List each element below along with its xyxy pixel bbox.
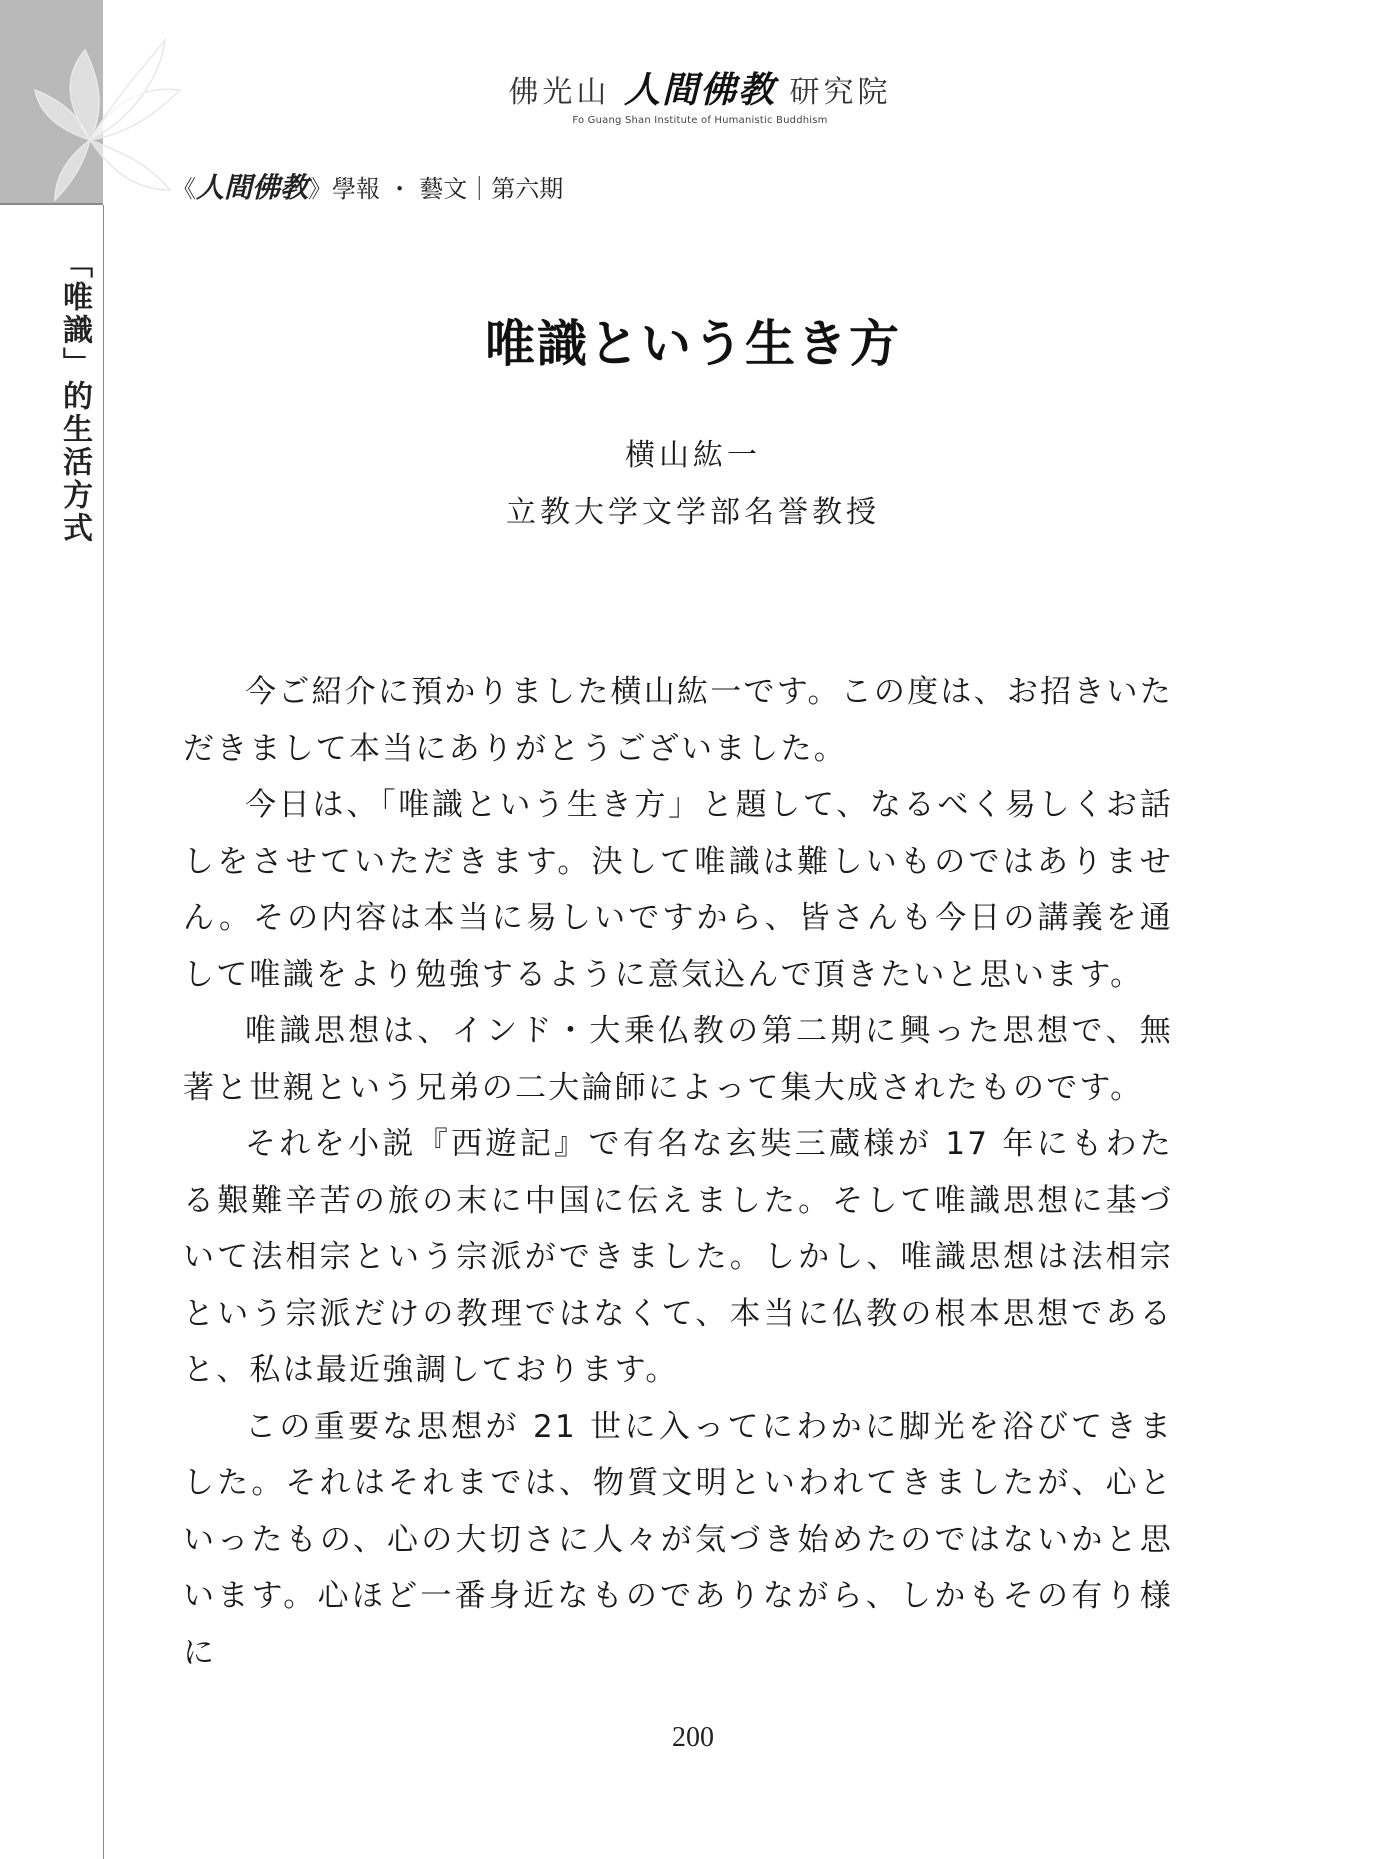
paragraph: それを小説『西遊記』で有名な玄奘三蔵様が 17 年にもわたる艱難辛苦の旅の末に中国に伝えました。そして唯識思想に基づいて法相宗という宗派ができました。しかし、唯識思想は法相宗という宗派だけの教理ではなくて、本当に仏教の根本思想であると、私は最近強調しております。	[183, 1126, 1173, 1388]
institute-name	[490, 62, 910, 113]
journal-bracket-close: 》	[308, 175, 333, 203]
running-side-title: 「唯識」的生活方式	[57, 248, 92, 545]
author-name: 横山紘一	[625, 438, 761, 473]
institute-header	[490, 62, 910, 126]
institute-prefix: 佛光山	[508, 75, 611, 110]
paragraph: 唯識思想は、インド・大乗仏教の第二期に興った思想で、無著と世親という兄弟の二大論師によって集大成されたものです。	[183, 1013, 1173, 1106]
article-title: 唯識という生き方	[485, 314, 901, 373]
paragraph: この重要な思想が 21 世に入ってにわかに脚光を浴びてきました。それはそれまでは、物質文明といわれてきましたが、心といったもの、心の大切さに人々が気づき始めたのではないかと思います。心ほど一番身近なものでありながら、しかもその有り様に	[183, 1408, 1173, 1671]
paragraph: 今日は、「唯識という生き方」と題して、なるべく易しくお話しをさせていただきます。決して唯識は難しいものではありません。その内容は本当に易しいですから、皆さんも今日の講義を通して唯識をより勉強するように意気込んで頂きたいと思います。	[183, 787, 1173, 993]
author-affiliation: 立教大学文学部名誉教授	[506, 495, 880, 530]
page-number: 200	[672, 1722, 714, 1753]
journal-bracket-open: 《	[172, 175, 196, 203]
journal-header	[172, 166, 563, 206]
article-body	[183, 664, 1173, 1681]
paragraph: 今ご紹介に預かりました横山紘一です。この度は、お招きいただきまして本当にありがとうございました。	[183, 674, 1173, 767]
journal-brand: 人間佛教	[196, 171, 309, 204]
journal-issue: 學報 ・ 藝文｜第六期	[332, 175, 564, 203]
institute-brand: 人間佛教	[623, 69, 776, 111]
institute-suffix: 研究院	[789, 75, 892, 110]
institute-english-name: Fo Guang Shan Institute of Humanistic Buddhism	[572, 115, 828, 126]
header-rule	[0, 203, 103, 205]
